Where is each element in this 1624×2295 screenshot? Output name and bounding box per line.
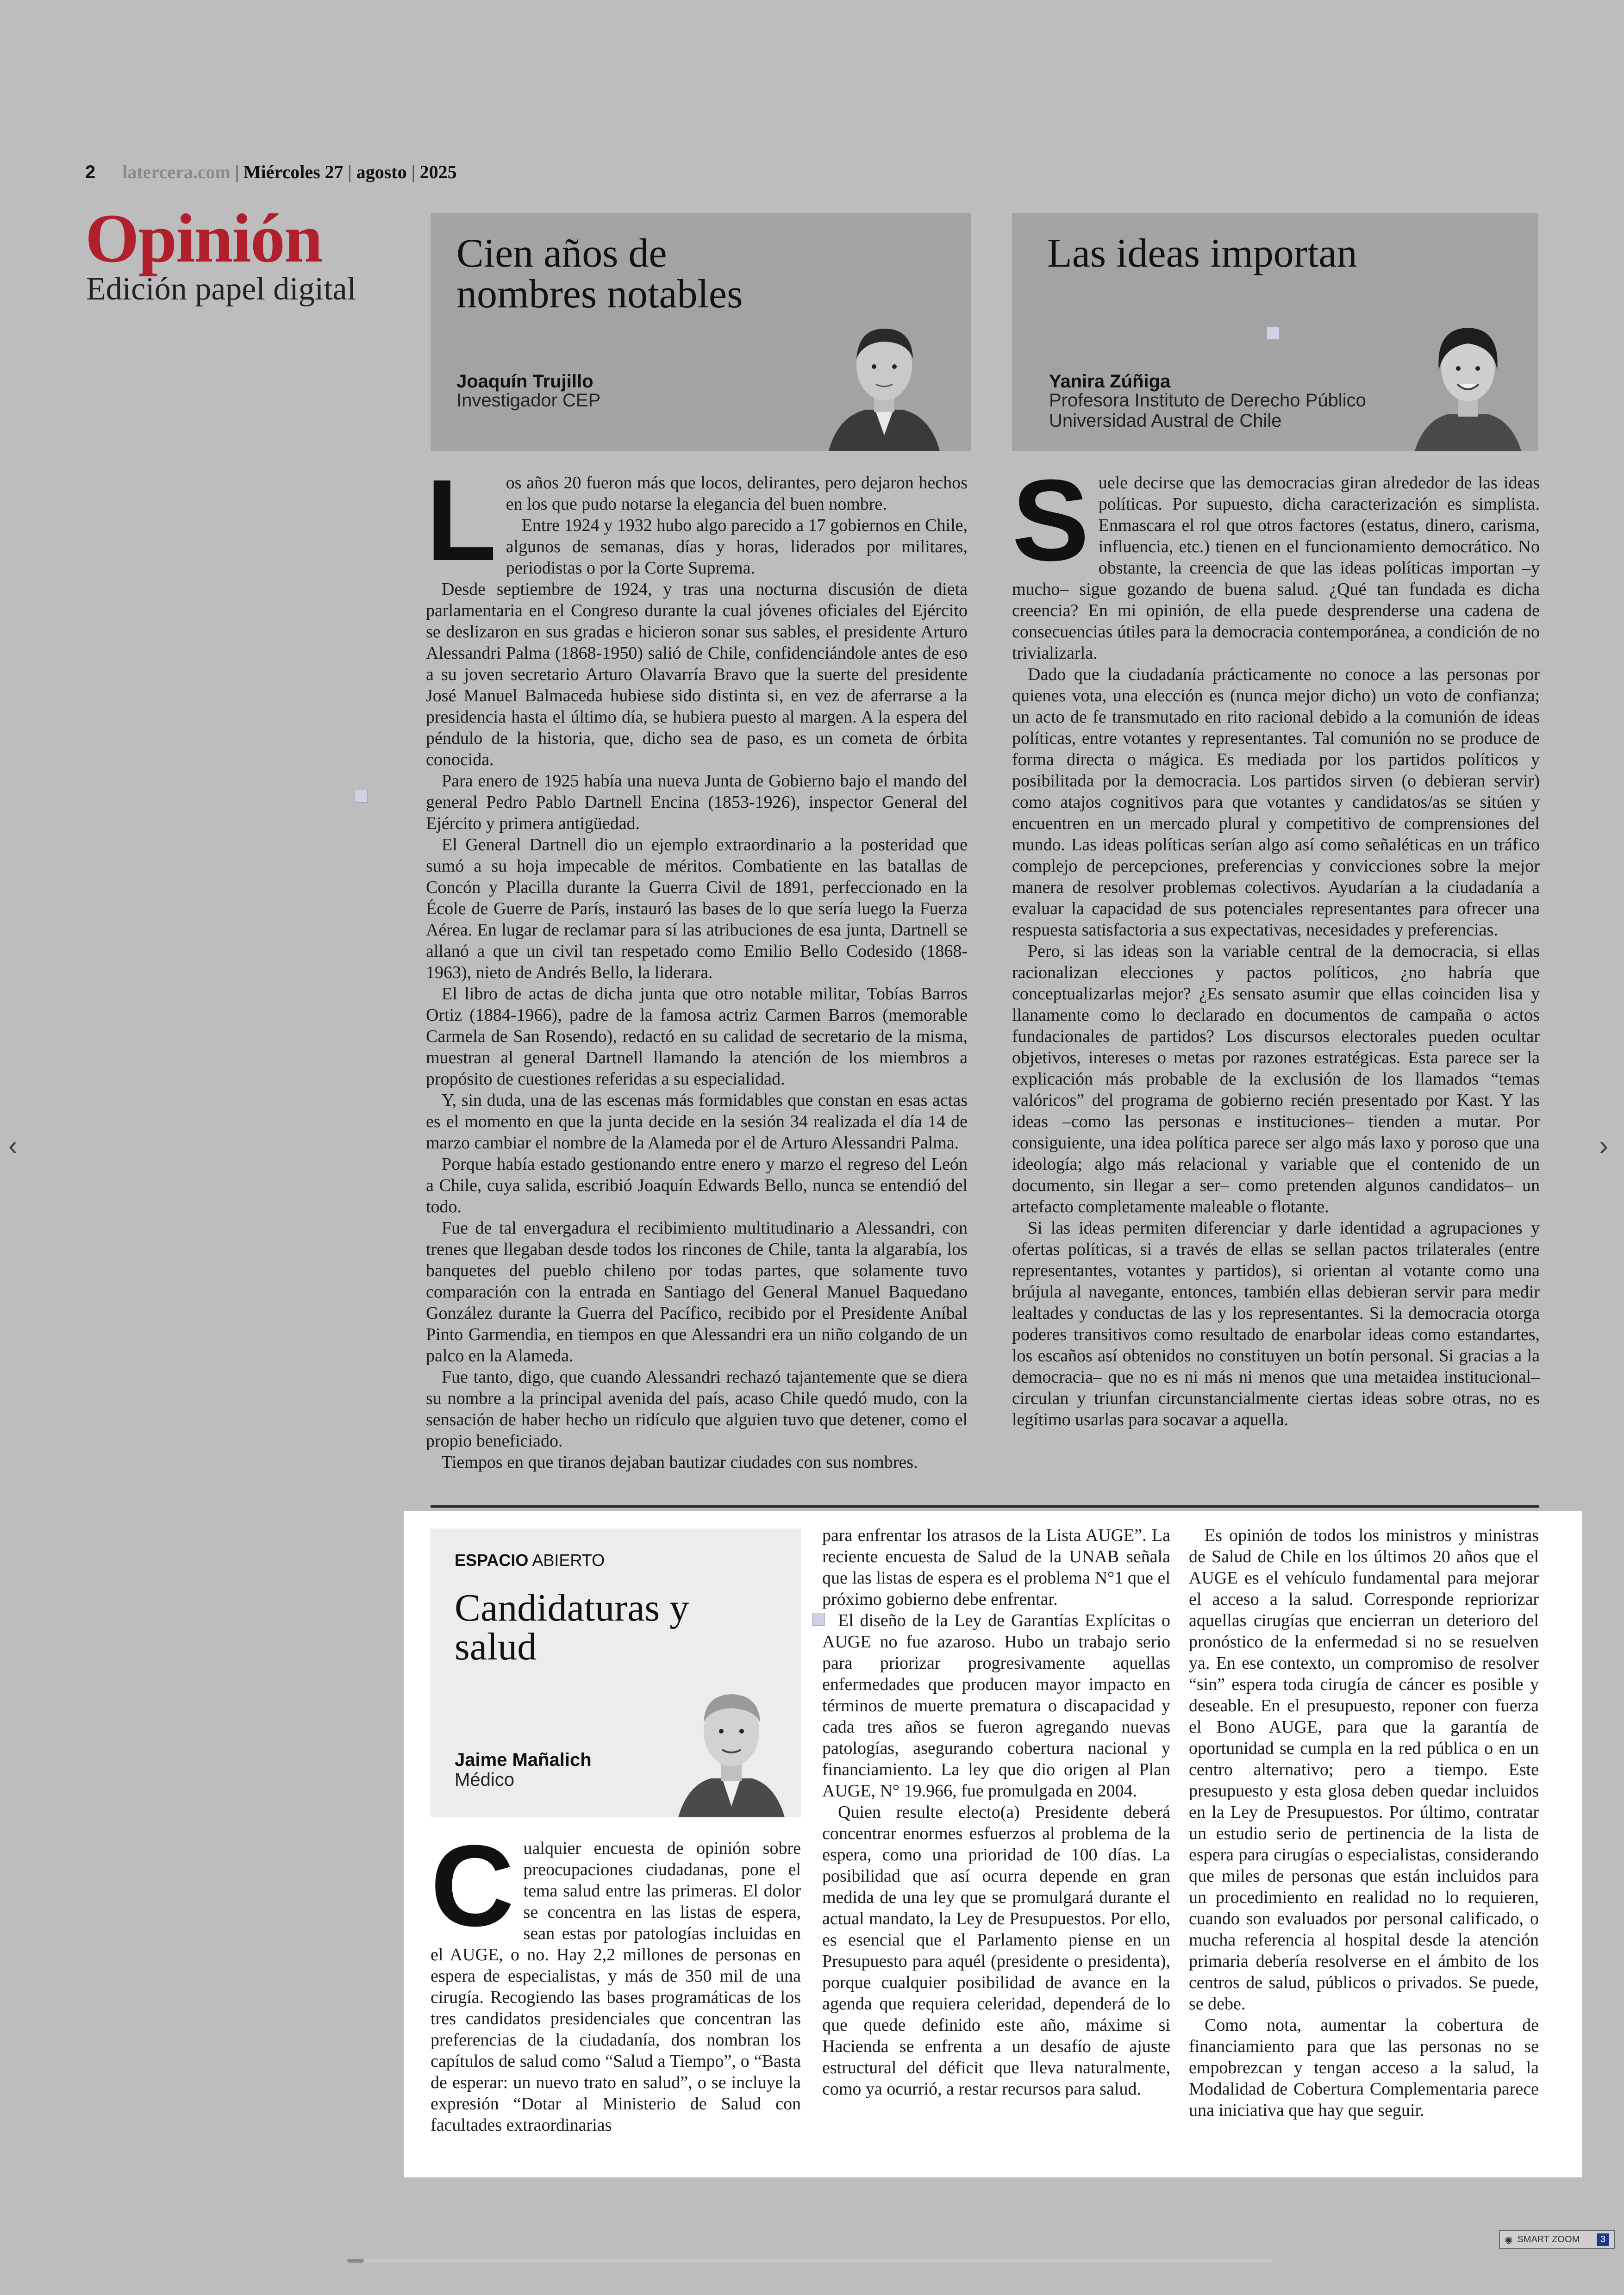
smart-zoom-button[interactable] xyxy=(1499,2230,1615,2249)
eye-icon: ◉ xyxy=(1505,2234,1513,2245)
scrollbar-thumb[interactable] xyxy=(347,2259,364,2263)
article2-author-portrait xyxy=(1410,315,1526,451)
horizontal-scrollbar[interactable] xyxy=(347,2259,1273,2263)
smart-zoom-page: 3 xyxy=(1597,2233,1609,2246)
article1-author-role: Investigador CEP xyxy=(456,390,601,411)
paragraph: Como nota, aumentar la cobertura de financiamiento para que las personas no se empobrezcan y tengan acceso a la salud, la Modalidad de Cobertura Complementaria parece una iniciativa que hay que seguir. xyxy=(1189,2015,1539,2120)
paragraph: Tiempos en que tiranos dejaban bautizar ciudades con sus nombres. xyxy=(442,1453,918,1472)
article2-body xyxy=(1012,455,1540,1430)
section-divider xyxy=(431,1505,1539,1508)
paragraph: Fue tanto, digo, que cuando Alessandri rechazó tajantemente que se diera su nombre a la principal avenida del país, acaso Chile quedó mudo, con la sensación de haber hecho un ridículo que alguien tuvo que detener, como el propio beneficiado. xyxy=(426,1367,968,1451)
article1-body xyxy=(426,455,968,1473)
paragraph: Pero, si las ideas son la variable central de la democracia, si ellas racionalizan elecciones y pactos políticos, ¿no habría que conceptualizarlas mejor? ¿Es sensato asumir que ellas coinciden lisa y llanamente como lo declarado en documentos de campaña o actos fundacionales de partidos? Los discursos electorales pueden ocultar objetivos, intereses o metas por razones estratégicas. Esta parece ser la explicación más probable de la exclusión de los llamados “temas valóricos” del programa de gobierno recién presentado por Kast. Y las ideas –como las personas e instituciones– tienden a mutar. Por consiguiente, una idea política parece ser algo más laxo y poroso que una ideología; algo más relacional y variable que el contenido de un documento, sin llegar a ser– como pretenden algunos candidatos– un artefacto completamente maleable o flotante. xyxy=(1012,942,1540,1216)
masthead: 2 latercera.com | Miércoles 27 | agosto | 2025 xyxy=(85,162,457,182)
section-title: Opinión xyxy=(85,200,322,277)
article2-author-role-line2: Universidad Austral de Chile xyxy=(1049,411,1282,431)
article1-header-box xyxy=(431,213,971,451)
annotation-marker[interactable] xyxy=(355,790,368,803)
annotation-marker[interactable] xyxy=(1267,327,1280,340)
article3-author: Jaime Mañalich xyxy=(455,1750,592,1770)
article1-author: Joaquín Trujillo xyxy=(456,371,593,392)
paragraph: uele decirse que las democracias giran alrededor de las ideas políticas. Por supuesto, dicha caracterización es simplista. Enmascara el rol que otros factores (estatus, dinero, carisma, influencia, etc.) tienen en el funcionamiento democrático. No obstante, la creencia de que las ideas políticas importan –y mucho– sigue gozando de buena salud. ¿Qué tan fundada es dicha creencia? En mi opinión, de ella puede desprenderse una cadena de consecuencias útiles para la democracia contemporánea, a condición de no trivializarla. xyxy=(1012,473,1540,663)
paragraph: Si las ideas permiten diferenciar y darle identidad a agrupaciones y ofertas políticas, si a través de ellas se sellan pactos trilaterales (entre representantes, votantes y partidos), si orientan al votante como una brújula al navegante, entonces, también ellas debieran servir para medir lealtades y conductas de las y los representantes. Si la democracia otorga poderes transitivos como resultado de enarbolar ideas como estandartes, los escaños así obtenidos no constituyen un botín personal. Si gracias a la democracia– que no es ni más ni menos que una metaidea institucional– circulan y triunfan circunstancialmente ciertas ideas sobre otras, no es legítimo usarlas para socavar a aquella. xyxy=(1012,1218,1540,1429)
article2-dropcap: S xyxy=(1012,455,1089,585)
article1-headline: Cien años de nombres notables xyxy=(456,231,743,317)
paragraph: Dado que la ciudadanía prácticamente no conoce a las personas por quienes vota, una elección es (nunca mejor dicho) un voto de confianza; un acto de fe transmutado en rito racional debido a la comunión de ideas políticas, entre votantes y representantes. Tal comunión no se produce de forma directa o mágica. Es mediada por los partidos políticos y posibilitada por la democracia. Los partidos sirven (o debieran servir) como atajos cognitivos para que votantes y candidatos/as se sitúen y encuentren en un mercado plural y competitivo de comprensiones del mundo. Las ideas políticas serían algo así como señaléticas en un tráfico complejo de percepciones, preferencias y convicciones sobre la mejor manera de resolver problemas colectivos. Ayudarían a la ciudadanía a evaluar la capacidad de sus potenciales representantes para ofrecer una respuesta satisfactoria a sus expectativas, necesidades y preferencias. xyxy=(1012,665,1540,940)
prev-page-icon[interactable]: ‹ xyxy=(8,1130,18,1161)
paragraph: Desde septiembre de 1924, y tras una nocturna discusión de dieta parlamentaria en el Congreso durante la cual jóvenes oficiales del Ejército se deslizaron en sus gradas e hicieron sonar sus sables, el presidente Arturo Alessandri Palma (1868-1950) salió de Chile, confidenciándole antes de eso a su joven secretario Arturo Olavarría Bravo que la suerte del presidente José Manuel Balmaceda hubiese sido distinta si, en vez de aferrarse a la presidencia hasta el último día, se hubiera puesto al margen. A la espera del péndulo de la historia, que, dicho sea de paso, es un cometa de órbita conocida. xyxy=(426,580,968,769)
article2-author: Yanira Zúñiga xyxy=(1049,371,1171,392)
annotation-marker[interactable] xyxy=(812,1613,825,1626)
paragraph: El General Dartnell dio un ejemplo extraordinario a la posteridad que sumó a su hoja impecable de méritos. Combatiente en las batallas de Concón y Placilla durante la Guerra Civil de 1891, perfeccionado en la École de Guerre de París, instauró las bases de lo que sería luego la Fuerza Aérea. En lugar de reclamar para sí las atribuciones de esa junta, Dartnell se allanó a que un civil tan respetado como Emilio Bello Codesido (1868-1963), nieto de Andrés Bello, la liderara. xyxy=(426,835,968,982)
article1-dropcap: L xyxy=(426,455,497,585)
paragraph: Porque había estado gestionando entre enero y marzo el regreso del León a Chile, cuya salida, escribió Joaquín Edwards Bello, nunca se entendió del todo. xyxy=(426,1154,968,1216)
paragraph: El diseño de la Ley de Garantías Explícitas o AUGE no fue azaroso. Hubo un trabajo serio para priorizar progresivamente aquellas enfermedades que producen mayor impacto en términos de muerte prematura o discapacidad y cada tres años se fueron agregando nuevas patologías, asegurando cobertura nacional y financiamiento. La ley que dio origen al Plan AUGE, N° 19.966, fue promulgada en 2004. xyxy=(822,1611,1170,1801)
paragraph: ualquier encuesta de opinión sobre preocupaciones ciudadanas, pone el tema salud entre las primeras. El dolor se concentra en las listas de espera, sean estas por patologías incluidas en el AUGE, o no. Hay 2,2 millones de personas en espera de especialistas, y más de 350 mil de una cirugía. Recogiendo las bases programáticas de los tres candidatos presidenciales que concentran las preferencias de la ciudadanía, dos nombran los capítulos de salud como “Salud a Tiempo”, o “Basta de esperar: un nuevo trato en salud”, o se incluye la expresión “Dotar al Ministerio de Salud con facultades extraordinarias xyxy=(431,1839,801,2135)
paragraph: Entre 1924 y 1932 hubo algo parecido a 17 gobiernos en Chile, algunos de semanas, días y horas, liderados por militares, periodistas o por la Corte Suprema. xyxy=(506,516,968,578)
section-subtitle: Edición papel digital xyxy=(86,271,356,307)
paragraph: os años 20 fueron más que locos, delirantes, pero dejaron hechos en los que pudo notarse la elegancia del buen nombre. xyxy=(506,473,968,514)
next-page-icon[interactable]: › xyxy=(1599,1130,1608,1161)
article3-dropcap: C xyxy=(431,1821,514,1950)
date-day: Miércoles 27 xyxy=(243,162,344,182)
site-name: latercera.com xyxy=(122,162,231,182)
article3-column-1 xyxy=(431,1821,801,2136)
paragraph: El libro de actas de dicha junta que otro notable militar, Tobías Barros Ortiz (1884-1966), padre de la famosa actriz Carmen Barros (memorable Carmela de San Rosendo), redactó en su calidad de secretario de la misma, muestran al general Dartnell llamando la atención de los miembros a propósito de cuestiones referidas a su especialidad. xyxy=(426,984,968,1089)
article3-headline: Candidaturas y salud xyxy=(455,1586,689,1668)
page-number: 2 xyxy=(85,162,96,182)
article3-column-2 xyxy=(822,1525,1170,2100)
article2-author-role-line1: Profesora Instituto de Derecho Público xyxy=(1049,390,1366,411)
paragraph: Y, sin duda, una de las escenas más formidables que constan en esas actas es el momento en que la junta decide en la sesión 34 realizada el día 14 de marzo cambiar el nombre de la Alameda por el de Arturo Alessandri Palma. xyxy=(426,1091,968,1153)
paragraph: para enfrentar los atrasos de la Lista AUGE”. La reciente encuesta de Salud de la UNAB señala que las listas de espera es el problema N°1 que el próximo gobierno debe enfrentar. xyxy=(822,1526,1170,1609)
article3-author-portrait xyxy=(676,1677,787,1817)
column-label: ESPACIO ABIERTO xyxy=(455,1551,605,1570)
paragraph: Quien resulte electo(a) Presidente deberá concentrar enormes esfuerzos al problema de la espera, como una prioridad de 100 días. La posibilidad que así ocurra depende en gran medida de una ley que se promulgará durante el actual mandato, la Ley de Presupuestos. Por ello, es esencial que el Parlamento piense en un Presupuesto para aquél (presidente o presidenta), porque cualquier posibilidad de avance en la agenda que requiera celeridad, dependerá de lo que quede definido este año, máxime si Hacienda se enfrenta a un desafío de ajuste estructural del déficit que lleva naturalmente, como ya ocurrió, a restar recursos para salud. xyxy=(822,1802,1170,2099)
smart-zoom-label: SMART ZOOM xyxy=(1517,2234,1580,2245)
date-year: 2025 xyxy=(419,162,457,182)
article1-author-portrait xyxy=(824,315,944,451)
article2-headline: Las ideas importan xyxy=(1047,231,1357,276)
paragraph: Para enero de 1925 había una nueva Junta de Gobierno bajo el mando del general Pedro Pablo Dartnell Encina (1853-1926), inspector General del Ejército y primera antigüedad. xyxy=(426,771,968,833)
paragraph: Fue de tal envergadura el recibimiento multitudinario a Alessandri, con trenes que llegaban desde todos los rincones de Chile, tanta la algarabía, los banquetes del pueblo chileno por todas partes, que solamente tuvo comparación con la entrada en Santiago del General Manuel Baquedano González durante la Guerra del Pacífico, recibido por el Presidente Aníbal Pinto Garmendia, en tiempos en que Alessandri era un niño colgando de un palco en la Alameda. xyxy=(426,1218,968,1366)
article3-author-role: Médico xyxy=(455,1770,514,1790)
date-month: agosto xyxy=(356,162,407,182)
article3-header-box xyxy=(431,1528,801,1817)
article3-column-3 xyxy=(1189,1525,1539,2121)
paragraph: Es opinión de todos los ministros y ministras de Salud de Chile en los últimos 20 años que el AUGE es el vehículo fundamental para mejorar el acceso a la salud. Corresponde repriorizar aquellas cirugías que encierran un deterioro del pronóstico de la enfermedad si no se resuelven ya. En ese contexto, un compromiso de resolver “sin” espera toda cirugía de cáncer es posible y deseable. En el presupuesto, reponer con fuerza el Bono AUGE, para que la garantía de oportunidad se cumpla en la red pública o en un centro alternativo; pero a tiempo. Este presupuesto y esta glosa deben quedar incluidos en la Ley de Presupuestos. Por último, contratar un estudio serio de pertinencia de la lista de espera para cirugías o especialistas, considerando que miles de personas que están incluidos para un procedimiento en realidad no lo requieren, cuando son evaluados por personal calificado, o mucha referencia al hospital desde la atención primaria debería resolverse en el ámbito de los centros de salud, públicos o privados. Se puede, se debe. xyxy=(1189,1526,1539,2014)
